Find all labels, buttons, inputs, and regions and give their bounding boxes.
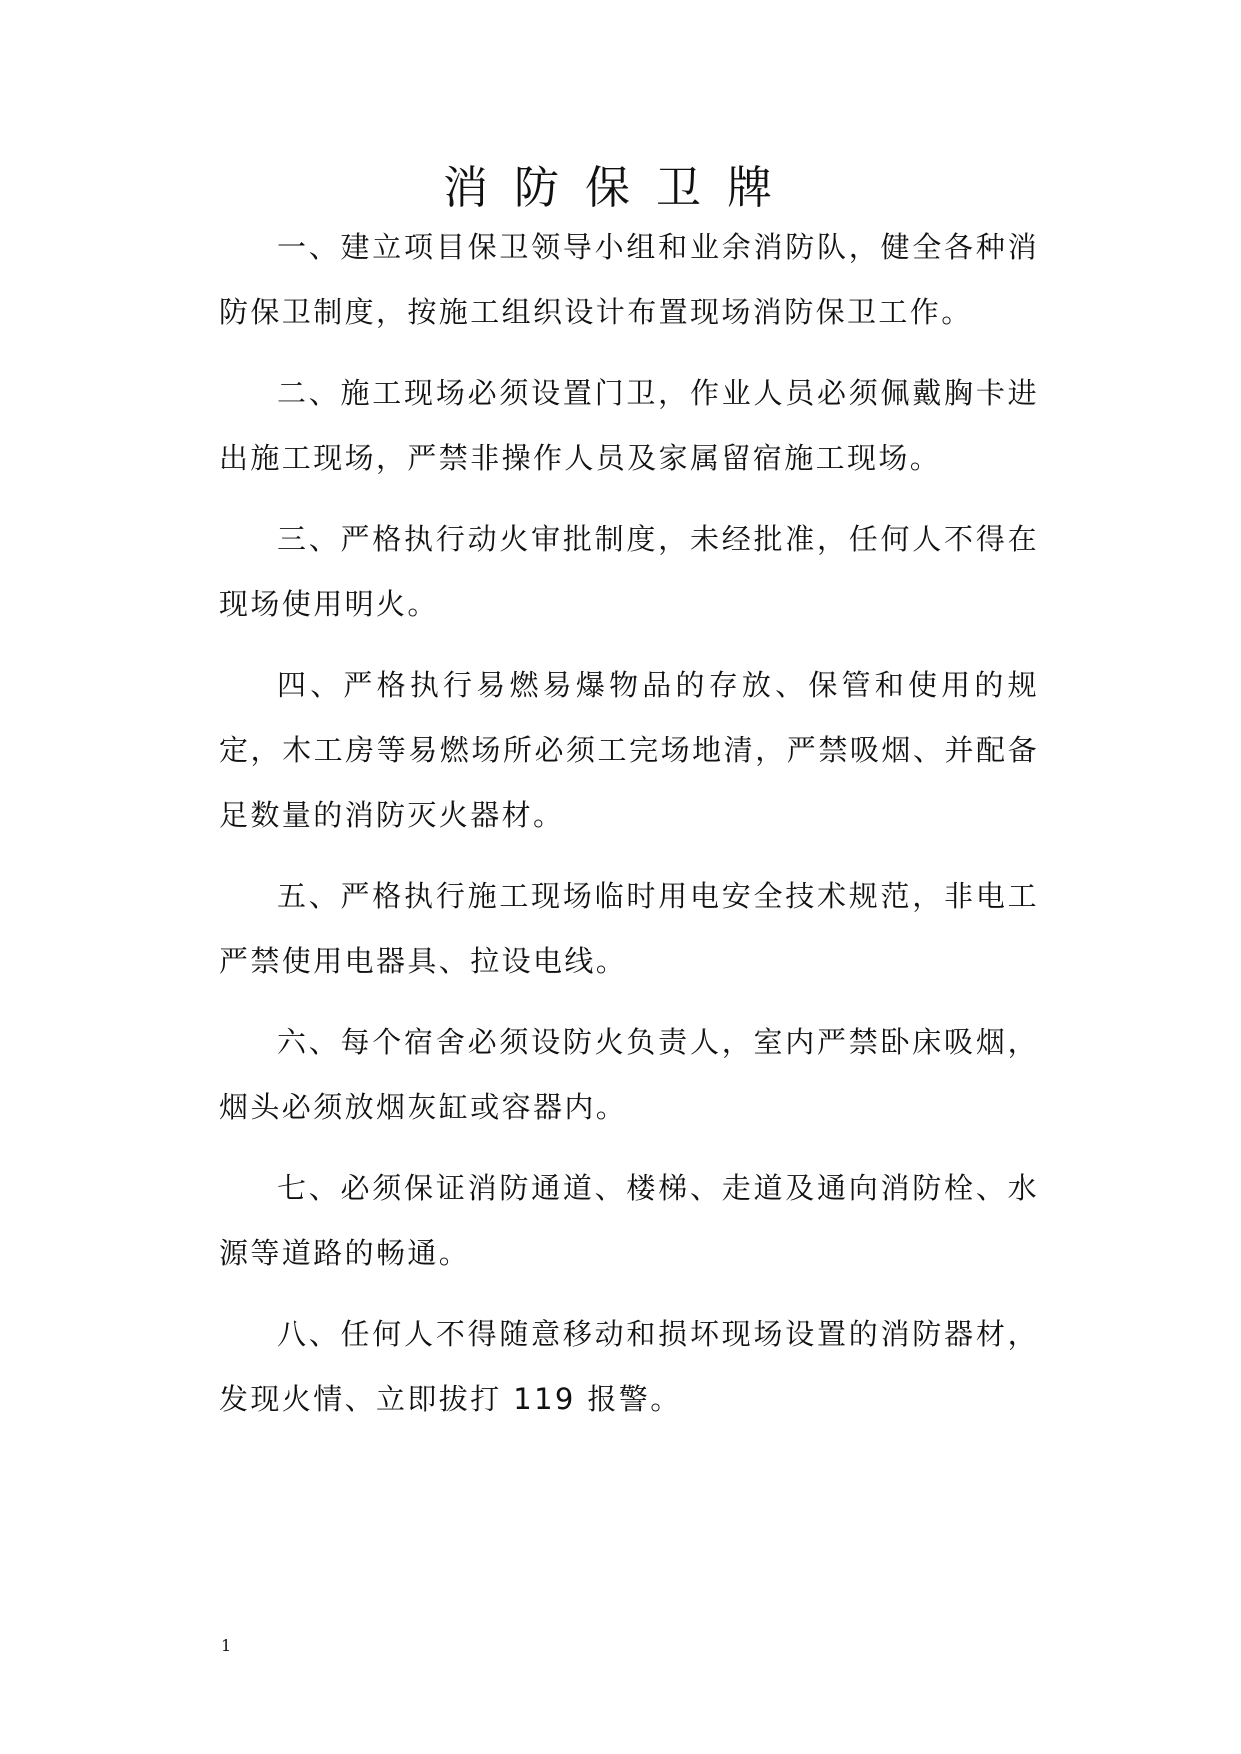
page-number: 1 [221,1636,232,1655]
regulation-paragraph-6: 六、每个宿舍必须设防火负责人，室内严禁卧床吸烟，烟头必须放烟灰缸或容器内。 [219,1025,1039,1124]
regulation-paragraph-4: 四、严格执行易燃易爆物品的存放、保管和使用的规定，木工房等易燃场所必须工完场地清，严禁吸烟、并配备足数量的消防灭火器材。 [219,668,1039,832]
regulation-paragraph-1: 一、建立项目保卫领导小组和业余消防队，健全各种消防保卫制度，按施工组织设计布置现场消防保卫工作。 [219,230,1039,329]
regulation-paragraph-2: 二、施工现场必须设置门卫，作业人员必须佩戴胸卡进出施工现场，严禁非操作人员及家属留宿施工现场。 [219,376,1039,475]
regulation-paragraph-8: 八、任何人不得随意移动和损坏现场设置的消防器材，发现火情、立即拔打 119 报警。 [219,1317,1039,1416]
regulation-paragraph-3: 三、严格执行动火审批制度，未经批准，任何人不得在现场使用明火。 [219,522,1039,621]
regulation-paragraph-5: 五、严格执行施工现场临时用电安全技术规范，非电工严禁使用电器具、拉设电线。 [219,879,1039,978]
regulation-paragraph-7: 七、必须保证消防通道、楼梯、走道及通向消防栓、水源等道路的畅通。 [219,1171,1039,1270]
page-title: 消防保卫牌 [442,161,798,214]
regulations-body [219,215,1039,1448]
